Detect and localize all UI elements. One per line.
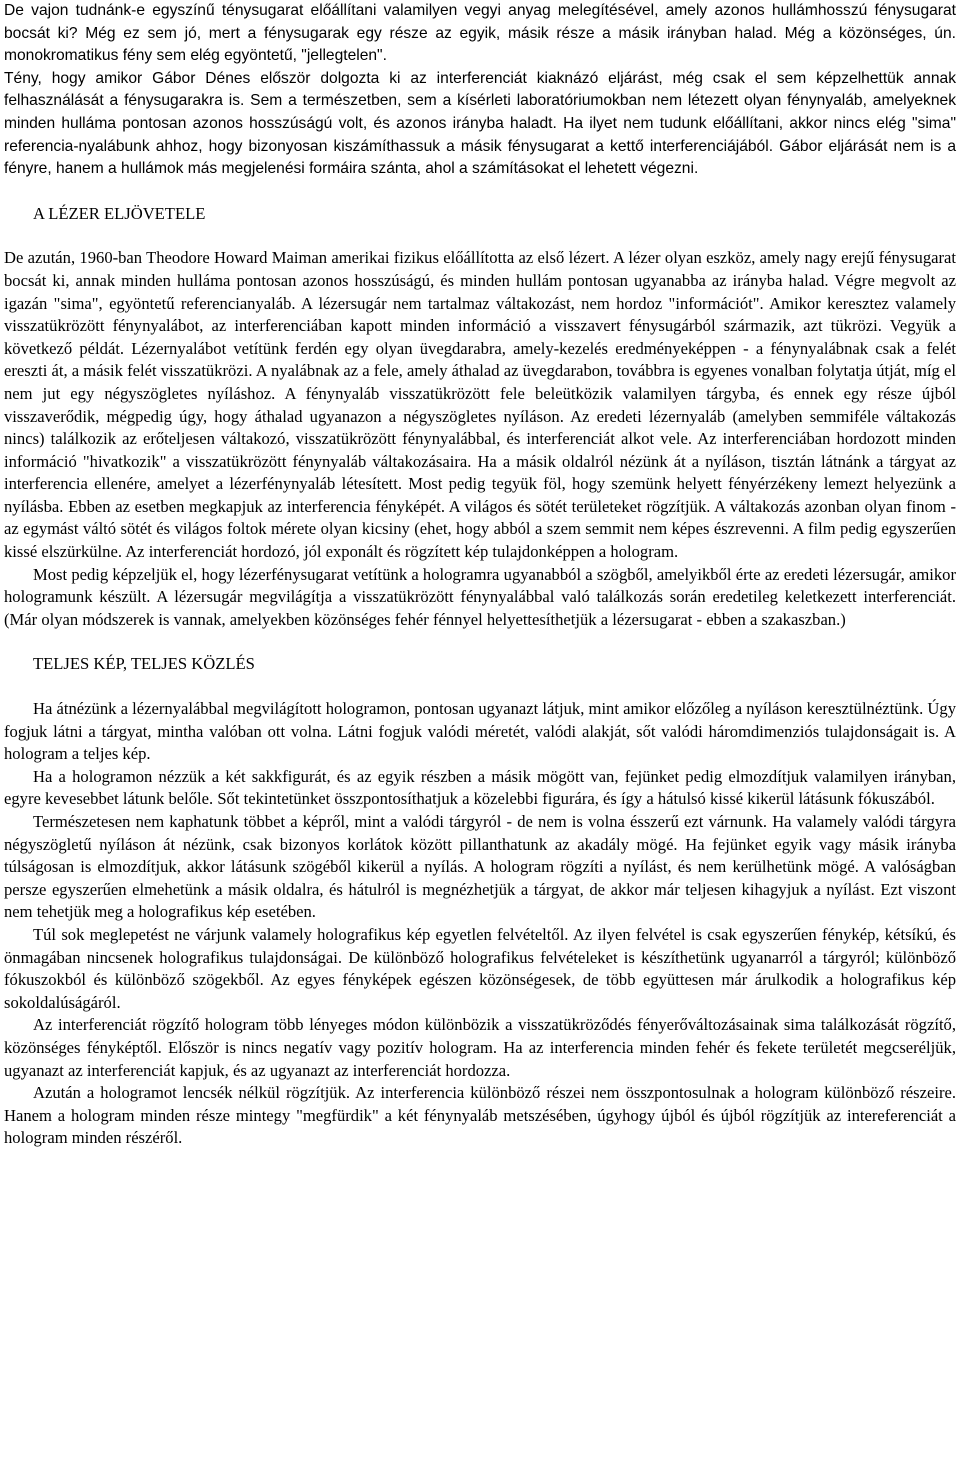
intro-paragraph-2: Tény, hogy amikor Gábor Dénes először dolgozta ki az interferenciát kiaknázó eljárást, még csak el sem képzelhettük annak felhasználását a fénysugarakra is. Sem a természetben, sem a kísérleti laboratóriumokban nem létezett olyan fénynyaláb, amelyeknek minden hulláma pontosan azonos hosszúságú volt, és azonos irányba haladt. Ha ilyet nem tudunk előállítani, akkor nincs elég "sima" referencia-nyalábunk ahhoz, hogy bizonyosan kiszámíthassuk a másik fénysugarat a kettő interferenciájából. Gábor eljárását nem is a fényre, hanem a hullámok más megjelenési formáira szánta, ahol a számításokat el lehetett végezni. — [4, 69, 956, 178]
full-paragraph-3: Természetesen nem kaphatunk többet a képről, mint a valódi tárgyról - de nem is volna ésszerű ezt várnunk. Ha valamely valódi tárgyra négyszögletű nyíláson át nézünk, csak bizonyos korlátok között pillanthatunk az akadály mögé. Ha fejünket egyik vagy másik irányba túlságosan is elmozdítjuk, akkor látásunk szögéből kikerül a nyílás. A hologram rögzíti a nyílást, és nem kerülhetünk mögé. A valóságban persze egyszerűen elmehetünk a másik oldalra, és hátulról is megnézhetjük a tárgyat, de akkor már teljesen kihagyjuk a nyílást. Ezt viszont nem tehetjük meg a holografikus kép esetében. — [4, 812, 956, 922]
full-paragraph-4: Túl sok meglepetést ne várjunk valamely holografikus kép egyetlen felvételtől. Az ilyen felvétel is csak egyszerűen fénykép, kétsíkú, és önmagában nincsenek holografikus tulajdonságai. De különböző holografikus felvételeket is készíthetünk ugyanarról a tárgyról; különböző fókuszokból és különböző szögekből. Az egyes fényképek egészen közönségesek, de több együttesen már árulkodik a holografikus kép sokoldalúságáról. — [4, 924, 956, 1012]
full-paragraph-2: Ha a hologramon nézzük a két sakkfigurát, és az egyik részben a másik mögött van, fejünket pedig elmozdítjuk valamilyen irányban, egyre kevesebbet látunk belőle. Sőt tekintetünket összpontosíthatjuk a közelebbi figurára, és így a hátulsó kissé kikerül látásunk fókuszából. — [4, 766, 956, 809]
full-paragraph-5: Az interferenciát rögzítő hologram több lényeges módon különbözik a visszatükröződés fényerőváltozásainak sima találkozását rögzítő, közönséges fényképtől. Először is nincs negatív vagy pozitív hologram. Ha az interferencia minden fehér és fekete területét megcseréljük, ugyanazt az interferenciát kapjuk, és az ugyanazt az interferenciát hordozza. — [4, 1015, 956, 1080]
section-heading-laser: A LÉZER ELJÖVETELE — [33, 203, 206, 223]
section-heading-full-image: TELJES KÉP, TELJES KÖZLÉS — [33, 654, 255, 674]
intro-paragraph-1: De vajon tudnánk-e egyszínű ténysugarat előállítani valamilyen vegyi anyag melegítésével, amely azonos hullámhosszú fénysugarat bocsát ki? Még ez sem jó, mert a fénysugarak egy része az egyik, másik része a másik irányban halad. Még a közönséges, ún. monokromatikus fény sem elég egyöntetű, "jellegtelen". — [4, 2, 956, 65]
full-paragraph-6: Azután a hologramot lencsék nélkül rögzítjük. Az interferencia különböző részei nem összpontosulnak a hologram különböző részeire. Hanem a hologram minden része mintegy "megfürdik" a két fénynyaláb metszésében, úgyhogy újból és újból rögzítjük az intereferenciát a hologram minden részéről. — [4, 1083, 956, 1148]
laser-paragraph-1: De azután, 1960-ban Theodore Howard Maiman amerikai fizikus előállította az első lézert. A lézer olyan eszköz, amely nagy erejű fénysugarat bocsát ki, annak minden hulláma pontosan azonos hosszúságú, és minden hullám pontosan ugyanabba az irányba halad. Végre megvolt az igazán "sima", egyöntetű referencianyaláb. A lézersugár nem tartalmaz váltakozást, nem hordoz "információt". Amikor keresztez valamely visszatükrözött fénynyalábot, az interferenciában kapott minden információ a visszavert fénysugárból származik, azt tükrözi. Vegyük a következő példát. Lézernyalábot vetítünk ferdén egy olyan üvegdarabra, amely-kezelés eredményeképpen - a fénynyalábnak csak a felét ereszti át, a másik felét visszatükrözi. A nyalábnak az a fele, amely áthalad az üvegdarabon, továbbra is egyenes vonalban folytatja útját, míg el nem jut egy négyszögletes nyíláshoz. A fénynyaláb visszatükrözött fele beleütközik valamilyen tárgyba, és ennek egy része újból visszaverődik, mégpedig úgy, hogy áthalad ugyanazon a négyszögletes nyíláson. Az eredeti lézernyaláb (amelyben semmiféle váltakozás nincs) találkozik az erőteljesen váltakozó, visszatükrözött fénynyalábbal, és interferenciát alkot vele. Az interferenciában hordozott minden információ "hivatkozik" a visszatükrözött fénynyaláb váltakozásaira. Ha a másik oldalról nézünk át a nyíláson, tisztán látnánk a tárgyat az interferencia ellenére, amelyet a lézerfénynyaláb létesített. Most pedig tegyük föl, hogy szemünk helyett fényérzékeny lemezt helyezünk a nyílásba. Ebben az esetben megkapjuk az interferencia fényképét. A világos és sötét területeket rögzítjük. A váltakozás azonban olyan finom - az egymást váltó sötét és világos foltok mérete olyan kicsiny (ehet, hogy abból a szem semmit nem képes észrevenni. A film pedig egyszerűen kissé elszürkülne. Az interferenciát hordozó, jól exponált és rögzített kép tulajdonképpen a hologram. — [4, 248, 956, 562]
laser-paragraph-2: Most pedig képzeljük el, hogy lézerfénysugarat vetítünk a hologramra ugyanabból a szögből, amelyikből érte az eredeti lézersugár, amikor hologramunk készült. A lézersugár megvilágítja a visszatükrözött fénynyalábbal való találkozás során eredetileg keletkezett interferenciát. (Már olyan módszerek is vannak, amelyekben közönséges fehér fénnyel helyettesíthetjük a lézersugarat - ebben a szakaszban.) — [4, 564, 956, 629]
full-paragraph-1: Ha átnézünk a lézernyalábbal megvilágított hologramon, pontosan ugyanazt látjuk, mint amikor előzőleg a nyíláson keresztülnéztünk. Úgy fogjuk látni a tárgyat, mintha valóban ott volna. Látni fogjuk valódi méretét, valódi alakját, sőt valódi háromdimenziós tulajdonságait is. A hologram a teljes kép. — [4, 699, 956, 764]
